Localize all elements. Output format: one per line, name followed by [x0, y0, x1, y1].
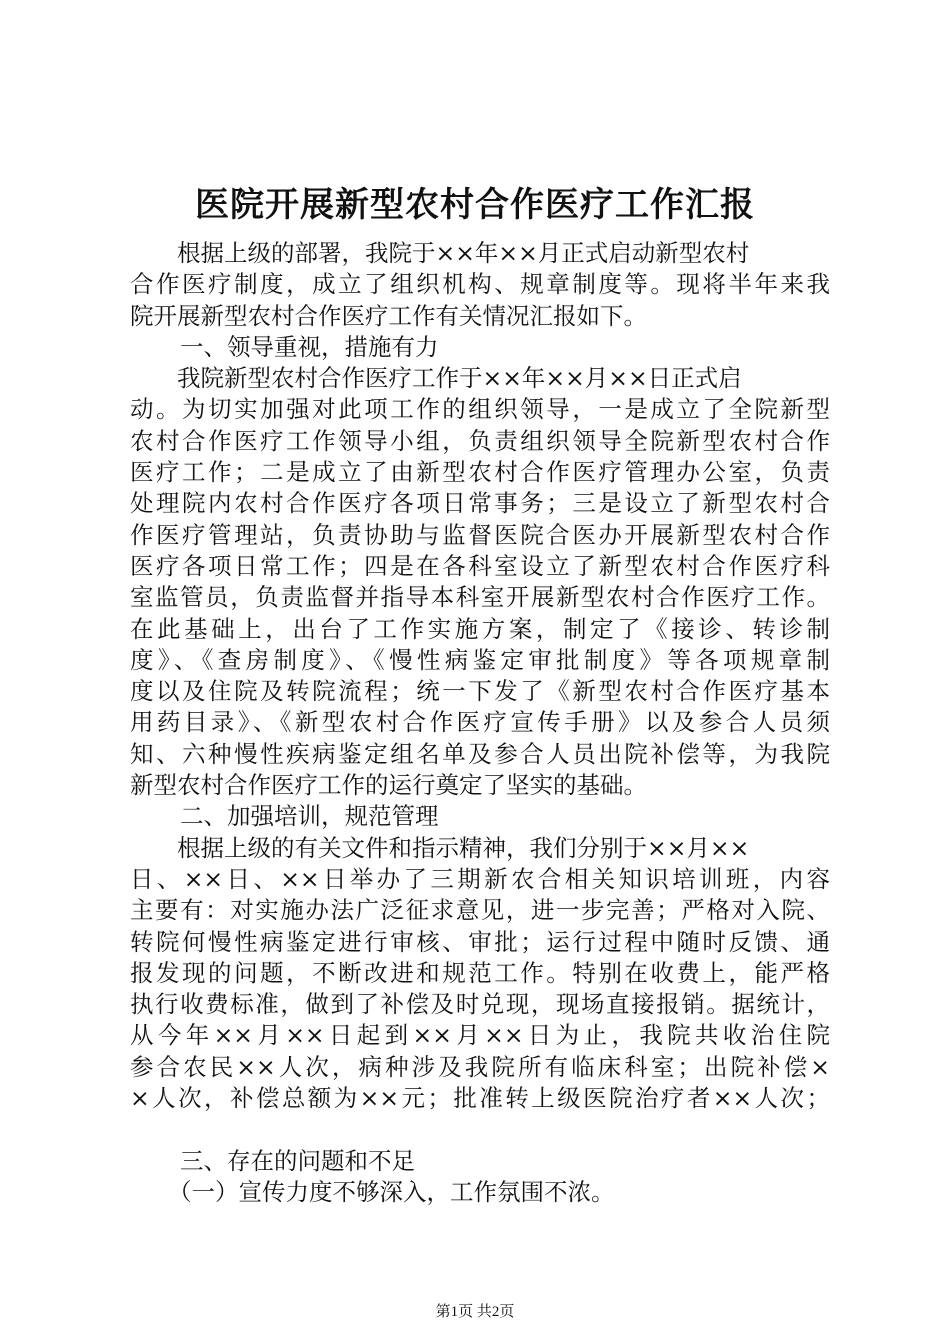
paragraph-line: 作医疗管理站，负责协助与监督医院合医办开展新型农村合作	[130, 520, 830, 549]
subsection-heading: （一）宣传力度不够深入，工作氛围不浓。	[168, 1177, 615, 1206]
paragraph-line: 院开展新型农村合作医疗工作有关情况汇报如下。	[130, 301, 647, 330]
paragraph-line: 执行收费标准，做到了补偿及时兑现，现场直接报销。据统计，	[130, 990, 830, 1019]
document-body	[130, 238, 830, 1208]
paragraph-line: 农村合作医疗工作领导小组，负责组织领导全院新型农村合作	[130, 426, 830, 455]
paragraph-line: 度以及住院及转院流程；统一下发了《新型农村合作医疗基本	[130, 677, 830, 706]
paragraph-line: 日、××日、××日举办了三期新农合相关知识培训班，内容	[130, 864, 830, 893]
paragraph-line: 参合农民××人次，病种涉及我院所有临床科室；出院补偿×	[130, 1052, 830, 1081]
paragraph-line: 用药目录》、《新型农村合作医疗宣传手册》以及参合人员须	[130, 708, 830, 737]
paragraph-line: 我院新型农村合作医疗工作于××年××月××日正式启	[177, 364, 742, 393]
paragraph-line: 室监管员，负责监督并指导本科室开展新型农村合作医疗工作。	[130, 583, 830, 612]
paragraph-line: 报发现的问题，不断改进和规范工作。特别在收费上，能严格	[130, 958, 830, 987]
section-heading: 一、领导重视，措施有力	[180, 332, 439, 361]
paragraph-line: 动。为切实加强对此项工作的组织领导，一是成立了全院新型	[130, 395, 830, 424]
paragraph-line: 处理院内农村合作医疗各项日常事务；三是设立了新型农村合	[130, 489, 830, 518]
paragraph-line: 从今年××月××日起到××月××日为止，我院共收治住院	[130, 1021, 830, 1050]
paragraph-line: 主要有：对实施办法广泛征求意见，进一步完善；严格对入院、	[130, 896, 830, 925]
blank-line	[130, 1114, 830, 1145]
paragraph-line: 在此基础上，出台了工作实施方案，制定了《接诊、转诊制	[130, 614, 830, 643]
paragraph-line: 医疗工作；二是成立了由新型农村合作医疗管理办公室，负责	[130, 458, 830, 487]
paragraph-line: 根据上级的有关文件和指示精神，我们分别于××月××	[177, 833, 750, 862]
document-title: 医院开展新型农村合作医疗工作汇报	[195, 185, 755, 225]
paragraph-line: 知、六种慢性疾病鉴定组名单及参合人员出院补偿等，为我院	[130, 739, 830, 768]
section-heading: 二、加强培训，规范管理	[180, 802, 439, 831]
paragraph-line: ×人次，补偿总额为××元；批准转上级医院治疗者××人次；	[130, 1084, 830, 1113]
page-number: 第1页 共2页	[435, 1304, 515, 1320]
paragraph-line: 度》、《查房制度》、《慢性病鉴定审批制度》等各项规章制	[130, 645, 830, 674]
paragraph-line: 根据上级的部署，我院于××年××月正式启动新型农村	[177, 239, 750, 267]
paragraph-line: 新型农村合作医疗工作的运行奠定了坚实的基础。	[130, 771, 647, 800]
section-heading: 三、存在的问题和不足	[180, 1146, 415, 1175]
paragraph-line: 转院何慢性病鉴定进行审核、审批；运行过程中随时反馈、通	[130, 927, 830, 956]
paragraph-line: 合作医疗制度，成立了组织机构、规章制度等。现将半年来我	[130, 270, 830, 299]
paragraph-line: 医疗各项日常工作；四是在各科室设立了新型农村合作医疗科	[130, 551, 830, 580]
